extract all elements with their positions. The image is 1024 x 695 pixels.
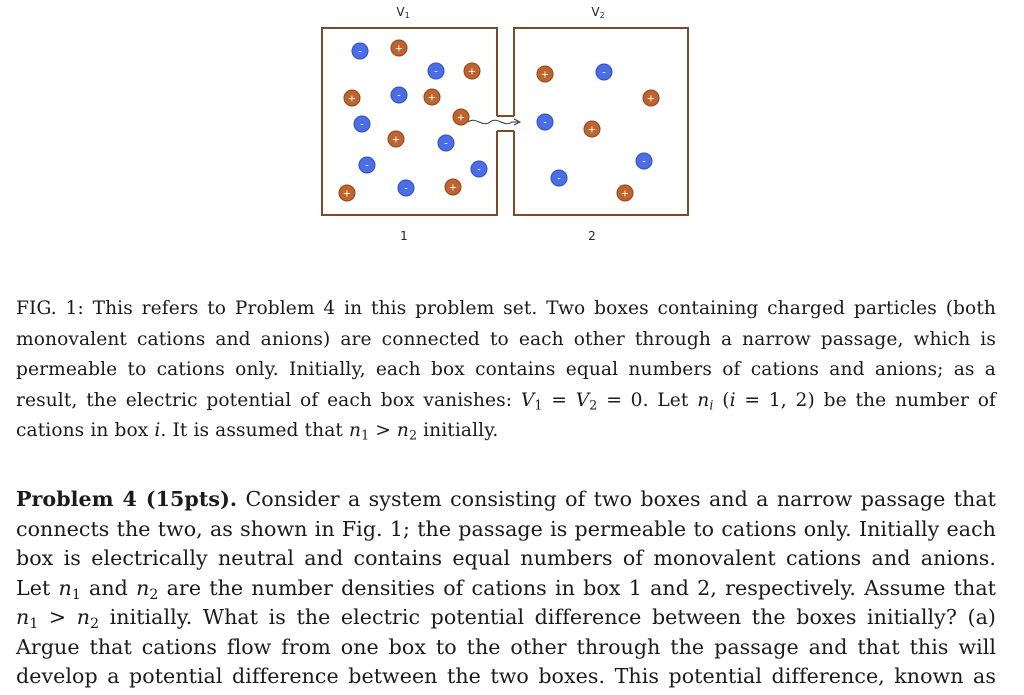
cation-particle-box-1 xyxy=(391,40,407,56)
cation-particle-box-2 xyxy=(643,90,659,106)
anion-particle-box-1 xyxy=(471,161,487,177)
box-1-number-label: 1 xyxy=(400,229,408,243)
anion-particle-box-1 xyxy=(398,180,414,196)
anion-particle-box-1 xyxy=(352,43,368,59)
cation-flow-arrow xyxy=(468,120,518,123)
caption-line-2: monovalent cations and anions) are connected to each other through a narrow passage, which is xyxy=(16,328,996,350)
cation-particle-box-1 xyxy=(339,185,355,201)
anion-particle-box-2 xyxy=(596,64,612,80)
cation-particle-box-1 xyxy=(424,89,440,105)
problem-line-6: Argue that cations flow from one box to the other through the passage and that this will xyxy=(16,634,996,659)
caption-line-3: permeable to cations only. Initially, each box contains equal numbers of cations and anions; as a xyxy=(16,359,996,380)
svg-text:-: - xyxy=(365,160,369,172)
caption-line-1: FIG. 1: This refers to Problem 4 in this problem set. Two boxes containing charged particles (both xyxy=(16,298,996,319)
caption-line-4: result, the electric potential of each box vanishes: $V_1 = V_2 = 0$. Let $n_i$ (i = 1, 2) be the number of xyxy=(16,389,997,413)
anion-particle-box-2 xyxy=(537,114,553,130)
anion-particle-box-2 xyxy=(636,153,652,169)
svg-text:-: - xyxy=(444,138,448,150)
cation-particle-box-2 xyxy=(617,185,633,201)
problem-4-text xyxy=(16,485,996,692)
cation-particle-box-1 xyxy=(464,63,480,79)
svg-text:+: + xyxy=(646,93,656,105)
cation-particle-box-1 xyxy=(344,90,360,106)
anion-particle-box-1 xyxy=(354,116,370,132)
box-2-volume-label: V2 xyxy=(591,5,605,20)
box-1-volume-label: V1 xyxy=(396,5,410,20)
problem-line-5: $n_1 > n_2$ initially. What is the electric potential difference between the boxes initially? (a) xyxy=(16,605,996,632)
svg-text:+: + xyxy=(391,134,401,146)
cation-particle-box-2 xyxy=(537,66,553,82)
problem-line-1: Problem 4 (15pts). Consider a system consisting of two boxes and a narrow passage that xyxy=(16,487,996,511)
svg-text:-: - xyxy=(642,156,646,168)
cation-particle-box-1 xyxy=(453,109,469,125)
svg-text:+: + xyxy=(456,112,466,124)
svg-text:-: - xyxy=(404,183,408,195)
svg-text:+: + xyxy=(427,92,437,104)
svg-text:-: - xyxy=(434,66,438,78)
svg-text:-: - xyxy=(477,164,481,176)
cation-particle-box-1 xyxy=(445,179,461,195)
svg-text:+: + xyxy=(347,93,357,105)
problem-line-7: develop a potential difference between the two boxes. This potential difference, known as xyxy=(16,664,996,688)
figure-caption xyxy=(16,294,996,447)
anion-particle-box-1 xyxy=(359,157,375,173)
cation-particle-box-2 xyxy=(584,121,600,137)
svg-text:-: - xyxy=(360,119,364,131)
svg-text:-: - xyxy=(397,90,401,102)
anion-particle-box-1 xyxy=(438,135,454,151)
svg-text:+: + xyxy=(467,66,477,78)
svg-text:+: + xyxy=(448,182,458,194)
svg-text:-: - xyxy=(358,46,362,58)
problem-line-3: box is electrically neutral and contains equal numbers of monovalent cations and anions. xyxy=(16,546,996,570)
svg-text:-: - xyxy=(543,117,547,129)
svg-text:+: + xyxy=(620,188,630,200)
cation-particle-box-1 xyxy=(388,131,404,147)
anion-particle-box-1 xyxy=(428,63,444,79)
box-2-number-label: 2 xyxy=(588,229,596,243)
anion-particle-box-2 xyxy=(551,170,567,186)
anion-particle-box-1 xyxy=(391,87,407,103)
svg-text:+: + xyxy=(540,69,550,81)
caption-line-5: cations in box i. It is assumed that $n_1 > n_2$ initially. xyxy=(16,420,499,443)
figure-1-two-boxes xyxy=(0,0,1024,260)
problem-line-4: Let $n_1$ and $n_2$ are the number densities of cations in box 1 and 2, respectively. Assume that xyxy=(16,575,996,603)
svg-text:-: - xyxy=(557,173,561,185)
problem-line-2: connects the two, as shown in Fig. 1; the passage is permeable to cations only. Initially each xyxy=(16,516,996,541)
svg-text:+: + xyxy=(587,124,597,136)
problem-heading: Problem 4 (15pts). xyxy=(16,487,238,511)
svg-text:-: - xyxy=(602,67,606,79)
svg-text:+: + xyxy=(394,43,404,55)
svg-text:+: + xyxy=(342,188,352,200)
